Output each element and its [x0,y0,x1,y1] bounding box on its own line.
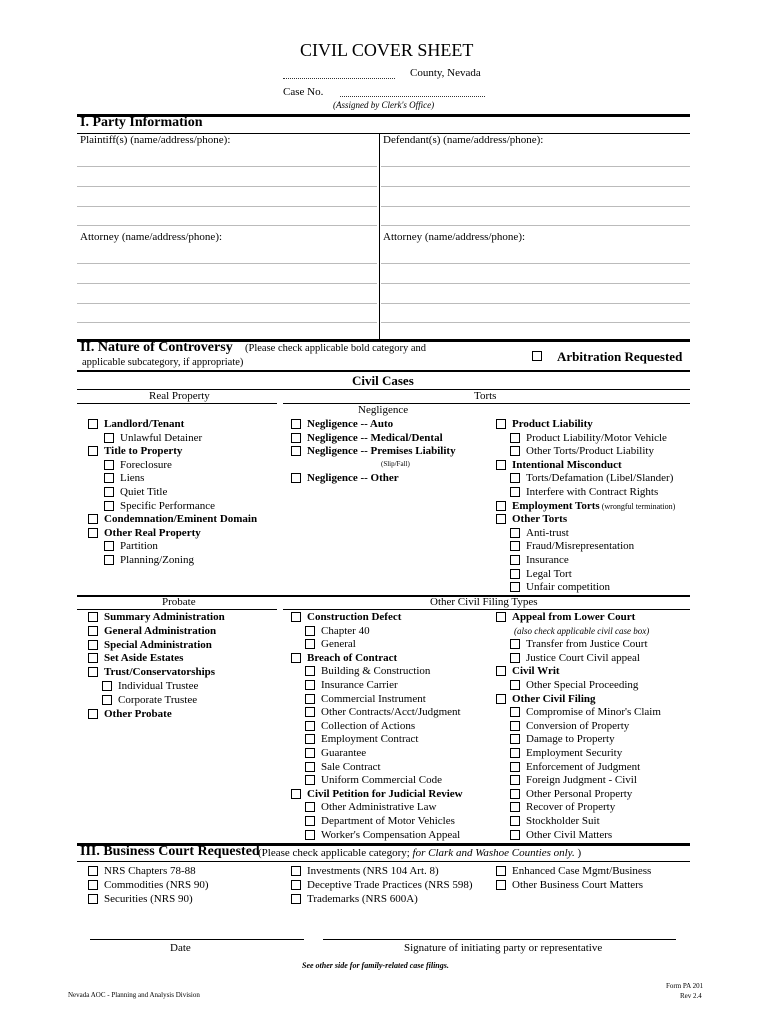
option-label: Specific Performance [120,499,215,512]
date-label: Date [170,942,191,954]
checkbox[interactable] [510,569,520,579]
checkbox[interactable] [510,707,520,717]
checkbox[interactable] [510,775,520,785]
checkbox[interactable] [291,789,301,799]
option-label: Other Torts/Product Liability [526,445,654,458]
business-note [258,847,581,859]
attorney-line[interactable] [381,263,690,264]
checkbox[interactable] [88,626,98,636]
option-label: Construction Defect [307,611,402,623]
checkbox[interactable] [88,528,98,538]
checkbox[interactable] [496,612,506,622]
option-label: Uniform Commercial Code [321,774,442,787]
attorney-line[interactable] [77,283,377,284]
checkbox[interactable] [305,626,315,636]
attorney-right-label: Attorney (name/address/phone): [383,231,526,243]
checkbox[interactable] [88,894,98,904]
option-label: General [321,638,356,651]
option-label: Sale Contract [321,760,381,773]
option-label: Deceptive Trade Practices (NRS 598) [307,879,473,891]
checkbox[interactable] [305,748,315,758]
checkbox[interactable] [102,681,112,691]
checkbox[interactable] [88,419,98,429]
checkbox[interactable] [88,640,98,650]
option-label: Chapter 40 [321,624,370,637]
appeal-note: (also check applicable civil case box) [514,626,650,636]
option-label: Summary Administration [104,611,225,623]
checkbox[interactable] [104,473,114,483]
option-label: Set Aside Estates [104,652,184,665]
checkbox[interactable] [305,666,315,676]
option-label: Conversion of Property [526,719,630,732]
checkbox[interactable] [510,830,520,840]
option-label: Unlawful Detainer [120,431,203,444]
section-rule [77,861,690,862]
attorney-line[interactable] [77,322,377,323]
plaintiff-line[interactable] [77,225,377,226]
division-label: Nevada AOC - Planning and Analysis Division [68,991,200,999]
plaintiff-line[interactable] [77,186,377,187]
checkbox[interactable] [104,433,114,443]
checkbox[interactable] [305,802,315,812]
section-rule [77,403,277,404]
nature-note: applicable subcategory, if appropriate) [82,357,244,368]
checkbox[interactable] [496,694,506,704]
checkbox[interactable] [291,473,301,483]
option-label: Unfair competition [526,581,611,594]
checkbox[interactable] [104,555,114,565]
option-label: Recover of Property [526,801,616,814]
option-label: Civil Writ [512,665,560,678]
option-label: Partition [120,540,158,553]
business-note-b: for Clark and Washoe Counties only. [412,847,575,859]
section-rule [77,609,277,610]
arbitration-label: Arbitration Requested [557,349,683,364]
defendant-line[interactable] [381,186,690,187]
checkbox[interactable] [291,433,301,443]
option-label: Other Business Court Matters [512,879,644,891]
date-line[interactable] [90,939,304,940]
checkbox[interactable] [291,612,301,622]
option-label: Product Liability [512,418,593,430]
section-rule [77,370,690,372]
attorney-line[interactable] [381,283,690,284]
other-filing-heading: Other Civil Filing Types [430,596,538,608]
option-label: Worker's Compensation Appeal [321,828,461,841]
civil-cases-heading: Civil Cases [352,373,414,388]
option-label: Stockholder Suit [526,815,600,827]
county-label: County, Nevada [410,67,481,79]
option-label: Trademarks (NRS 600A) [307,893,418,905]
checkbox[interactable] [496,419,506,429]
checkbox[interactable] [305,734,315,744]
checkbox[interactable] [510,802,520,812]
attorney-line[interactable] [77,263,377,264]
option-label: Other Real Property [104,526,201,539]
business-note-c: ) [577,847,582,859]
option-label: Employment Contract [321,733,419,746]
option-label: Other Administrative Law [321,801,437,814]
attorney-left-label: Attorney (name/address/phone): [80,231,223,243]
checkbox[interactable] [496,501,506,511]
option-label: Justice Court Civil appeal [526,651,640,664]
checkbox[interactable] [305,639,315,649]
option-label: General Administration [104,624,217,637]
checkbox[interactable] [88,514,98,524]
checkbox[interactable] [510,680,520,690]
checkbox[interactable] [496,866,506,876]
checkbox[interactable] [496,514,506,524]
option-label: Guarantee [321,747,367,759]
checkbox[interactable] [305,762,315,772]
checkbox[interactable] [305,680,315,690]
business-note-a: (Please check applicable category; [258,847,410,859]
see-other-side: See other side for family-related case filings. [302,961,449,970]
option-label: Enforcement of Judgment [526,760,641,773]
option-label: Negligence -- Medical/Dental [307,431,443,444]
checkbox[interactable] [510,748,520,758]
section-rule [283,609,690,610]
attorney-line[interactable] [381,322,690,323]
checkbox[interactable] [88,667,98,677]
option-label: Employment Torts (wrongful termination) [512,499,676,512]
defendant-line[interactable] [381,166,690,167]
option-label: Quiet Title [120,486,168,498]
option-label: Commercial Instrument [321,692,426,705]
option-label: Building & Construction [321,665,431,678]
option-label: Corporate Trustee [118,693,198,706]
plaintiff-line[interactable] [77,166,377,167]
option-label: Trust/Conservatorships [104,666,216,679]
option-label: Product Liability/Motor Vehicle [526,431,667,444]
revision: Rev 2.4 [680,992,702,1000]
checkbox[interactable] [291,880,301,890]
option-label: Individual Trustee [118,680,199,692]
checkbox[interactable] [305,707,315,717]
option-label: Planning/Zoning [120,554,194,566]
option-label: Other Civil Filing [512,692,596,705]
option-label: Department of Motor Vehicles [321,815,455,827]
defendant-line[interactable] [381,225,690,226]
checkbox[interactable] [510,721,520,731]
column-divider [379,133,380,340]
option-label: Transfer from Justice Court [526,638,648,651]
option-label: Fraud/Misrepresentation [526,540,635,553]
checkbox[interactable] [510,555,520,565]
nature-heading: II. Nature of Controversy [80,340,233,355]
checkbox[interactable] [104,487,114,497]
checkbox[interactable] [291,653,301,663]
option-label: Liens [120,472,145,485]
checkbox[interactable] [88,866,98,876]
assigned-note: (Assigned by Clerk's Office) [333,100,435,110]
defendant-line[interactable] [381,206,690,207]
checkbox[interactable] [104,541,114,551]
checkbox[interactable] [510,541,520,551]
checkbox[interactable] [291,894,301,904]
checkbox[interactable] [104,460,114,470]
nature-note: (Please check applicable bold category and [245,343,427,354]
signature-label: Signature of initiating party or representative [404,942,603,954]
checkbox[interactable] [510,528,520,538]
checkbox[interactable] [496,880,506,890]
option-label: Enhanced Case Mgmt/Business [512,865,652,877]
checkbox[interactable] [496,460,506,470]
option-label: Other Special Proceeding [526,679,639,691]
case-no-label: Case No. [283,86,324,98]
checkbox[interactable] [510,487,520,497]
section-rule [283,403,690,404]
checkbox[interactable] [510,639,520,649]
option-label: Legal Tort [526,567,572,580]
checkbox[interactable] [510,582,520,592]
checkbox[interactable] [291,419,301,429]
checkbox[interactable] [88,709,98,719]
signature-line[interactable] [323,939,676,940]
checkbox[interactable] [102,695,112,705]
checkbox[interactable] [510,433,520,443]
business-heading: III. Business Court Requested [80,844,260,859]
arbitration-checkbox[interactable] [532,351,542,361]
option-label: Other Probate [104,707,172,720]
option-label: Torts/Defamation (Libel/Slander) [526,472,674,485]
negligence-heading: Negligence [358,404,409,416]
option-label: Foreign Judgment - Civil [526,774,637,787]
checkbox[interactable] [496,666,506,676]
option-label: Landlord/Tenant [104,418,185,430]
option-label: Other Civil Matters [526,828,613,841]
option-label: Employment Security [526,747,623,759]
checkbox[interactable] [305,830,315,840]
option-label: Special Administration [104,638,212,651]
option-label: Intentional Misconduct [512,458,622,471]
plaintiff-line[interactable] [77,206,377,207]
real-property-heading: Real Property [149,390,210,402]
checkbox[interactable] [88,446,98,456]
form-number: Form PA 201 [666,982,704,990]
torts-heading: Torts [474,390,497,402]
option-label: Negligence -- Other [307,472,399,485]
checkbox[interactable] [305,816,315,826]
checkbox[interactable] [88,880,98,890]
option-label: Other Contracts/Acct/Judgment [321,706,461,719]
plaintiff-label: Plaintiff(s) (name/address/phone): [80,134,231,146]
checkbox[interactable] [88,653,98,663]
option-label: Appeal from Lower Court [512,611,636,623]
option-label: Compromise of Minor's Claim [526,706,661,719]
form-title: CIVIL COVER SHEET [300,40,474,60]
option-label: Insurance [526,554,569,566]
checkbox[interactable] [510,789,520,799]
option-label: Condemnation/Eminent Domain [104,513,258,526]
attorney-line[interactable] [381,303,690,304]
option-label: Breach of Contract [307,651,398,664]
checkbox[interactable] [510,473,520,483]
option-label: Interfere with Contract Rights [526,486,659,498]
option-label: Investments (NRS 104 Art. 8) [307,865,439,877]
option-label: Negligence -- Premises Liability [307,445,456,458]
checkbox[interactable] [510,762,520,772]
option-label: Anti-trust [526,526,569,539]
option-label: NRS Chapters 78-88 [104,865,196,877]
defendant-label: Defendant(s) (name/address/phone): [383,134,544,146]
checkbox[interactable] [291,446,301,456]
checkbox[interactable] [510,446,520,456]
option-label: Negligence -- Auto [307,418,394,430]
checkbox[interactable] [305,694,315,704]
county-field-line[interactable] [283,78,395,79]
checkbox[interactable] [88,612,98,622]
option-label: Other Personal Property [526,787,633,800]
option-label: Other Torts [512,513,568,526]
option-label: Insurance Carrier [321,679,398,691]
option-note: (wrongful termination) [599,501,676,511]
option-label: Securities (NRS 90) [104,893,193,905]
option-label: Title to Property [104,445,183,458]
option-label: Damage to Property [526,733,615,746]
checkbox[interactable] [305,775,315,785]
option-label: Collection of Actions [321,719,416,732]
checkbox[interactable] [305,721,315,731]
option-label: Commodities (NRS 90) [104,879,209,891]
probate-heading: Probate [162,596,196,608]
option-label: Foreclosure [120,458,172,471]
case-no-field-line[interactable] [340,96,485,97]
checkbox[interactable] [510,816,520,826]
checkbox[interactable] [104,501,114,511]
checkbox[interactable] [291,866,301,876]
checkbox[interactable] [510,734,520,744]
checkbox[interactable] [510,653,520,663]
attorney-line[interactable] [77,303,377,304]
option-label: Civil Petition for Judicial Review [307,787,463,800]
party-heading: I. Party Information [80,115,203,130]
slip-fall-note: (Slip/Fall) [381,460,410,468]
